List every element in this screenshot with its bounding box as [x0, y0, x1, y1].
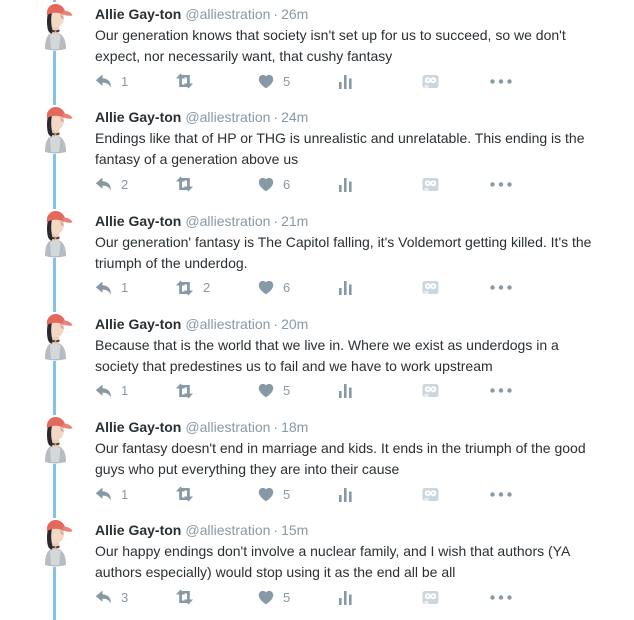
author-name[interactable]: Allie Gay-ton: [95, 522, 182, 539]
retweet-button[interactable]: [175, 383, 258, 399]
owl-extension-icon: [422, 74, 439, 89]
tweet[interactable]: [0, 310, 634, 413]
retweet-button[interactable]: [175, 589, 258, 605]
reply-icon: [95, 74, 112, 88]
author-handle[interactable]: @alliestration: [185, 522, 271, 539]
reply-count: 1: [121, 383, 129, 399]
tweet-header: [95, 213, 624, 230]
reply-count: 1: [121, 486, 129, 502]
profile-illustration-icon: [35, 312, 74, 361]
retweet-icon: [175, 383, 194, 399]
heart-icon: [258, 487, 274, 502]
owl-extension-button[interactable]: [422, 280, 490, 295]
tweet-actions: [95, 588, 624, 606]
avatar[interactable]: [35, 312, 74, 361]
profile-illustration-icon: [35, 518, 74, 567]
three-dots-icon: [490, 79, 512, 84]
tweet-text: [95, 335, 624, 377]
author-name[interactable]: Allie Gay-ton: [95, 6, 182, 22]
tweet-text-line: society that predestines us to fail and we have to work upstream: [95, 357, 493, 374]
tweet-timestamp[interactable]: 26m: [281, 6, 309, 22]
reply-count: 3: [121, 589, 129, 605]
analytics-button[interactable]: [338, 177, 422, 192]
tweet[interactable]: [0, 0, 634, 103]
tweet-header: [95, 419, 624, 436]
retweet-icon: [175, 73, 194, 89]
avatar[interactable]: [35, 415, 74, 464]
author-handle[interactable]: @alliestration: [185, 109, 271, 126]
owl-extension-icon: [422, 280, 439, 295]
like-button[interactable]: [258, 280, 338, 295]
reply-button[interactable]: [95, 177, 175, 192]
like-count: 5: [283, 383, 291, 399]
owl-extension-icon: [422, 383, 439, 398]
owl-extension-button[interactable]: [422, 177, 490, 192]
tweet-actions: [95, 175, 624, 193]
tweet-timestamp[interactable]: 20m: [281, 315, 309, 332]
avatar[interactable]: [35, 2, 74, 51]
three-dots-icon: [490, 492, 512, 497]
heart-icon: [258, 280, 274, 295]
like-button[interactable]: [258, 383, 338, 398]
tweet[interactable]: [0, 516, 634, 620]
header-separator-dot: ·: [273, 315, 279, 332]
tweet-text: [95, 128, 624, 170]
tweet-content: [95, 109, 624, 193]
header-separator-dot: ·: [273, 522, 279, 539]
header-separator-dot: ·: [273, 109, 279, 126]
tweet-text: [95, 541, 624, 583]
profile-illustration-icon: [35, 415, 74, 464]
reply-icon: [95, 177, 112, 191]
tweet-text: [95, 25, 624, 67]
profile-illustration-icon: [35, 2, 74, 51]
owl-extension-button[interactable]: [422, 74, 490, 89]
author-handle[interactable]: @alliestration: [185, 419, 271, 436]
tweet-text-line: Our fantasy doesn't end in marriage and kids. It ends in the triumph of the good: [95, 440, 586, 457]
like-count: 6: [283, 176, 291, 192]
header-separator-dot: ·: [273, 212, 279, 229]
more-options-button[interactable]: [490, 79, 512, 84]
three-dots-icon: [490, 388, 512, 393]
profile-illustration-icon: [35, 209, 74, 258]
reply-button[interactable]: [95, 487, 175, 502]
bar-chart-icon: [338, 590, 353, 605]
author-handle[interactable]: @alliestration: [185, 315, 271, 332]
reply-icon: [95, 384, 112, 398]
tweet-timestamp[interactable]: 15m: [281, 522, 309, 539]
tweet-content: [95, 6, 624, 90]
avatar[interactable]: [35, 105, 74, 154]
retweet-icon: [175, 280, 194, 296]
reply-button[interactable]: [95, 280, 175, 295]
tweet-text-line: Our generation' fantasy is The Capitol falling, it's Voldemort getting killed. It's the: [95, 233, 592, 250]
analytics-button[interactable]: [338, 590, 422, 605]
retweet-button[interactable]: [175, 176, 258, 192]
tweet[interactable]: [0, 103, 634, 206]
like-count: 6: [283, 280, 291, 296]
heart-icon: [258, 590, 274, 605]
bar-chart-icon: [338, 487, 353, 502]
like-count: 5: [283, 73, 291, 89]
reply-count: 1: [121, 280, 129, 296]
profile-illustration-icon: [35, 105, 74, 154]
tweet[interactable]: [0, 413, 634, 516]
tweet-text-line: guys who put everything they are into their cause: [95, 461, 400, 478]
author-name[interactable]: Allie Gay-ton: [95, 419, 182, 436]
owl-extension-icon: [422, 177, 439, 192]
reply-icon: [95, 281, 112, 295]
three-dots-icon: [490, 285, 512, 290]
tweet-actions: [95, 72, 624, 90]
tweet[interactable]: [0, 207, 634, 310]
analytics-button[interactable]: [338, 74, 422, 89]
header-separator-dot: ·: [273, 419, 279, 436]
analytics-button[interactable]: [338, 383, 422, 398]
tweet-text-line: expect, nor necessarily want, that cushy fantasy: [95, 48, 393, 64]
three-dots-icon: [490, 182, 512, 187]
tweet-text: [95, 232, 624, 274]
analytics-button[interactable]: [338, 487, 422, 502]
like-button[interactable]: [258, 74, 338, 89]
tweet-text-line: Our happy endings don't involve a nuclear family, and I wish that authors (YA: [95, 543, 571, 560]
tweet-timestamp[interactable]: 21m: [281, 212, 309, 229]
retweet-icon: [175, 176, 194, 192]
tweet-header: [95, 109, 624, 126]
tweet-timestamp[interactable]: 18m: [281, 419, 309, 436]
reply-button[interactable]: [95, 590, 175, 605]
more-options-button[interactable]: [490, 182, 512, 187]
like-button[interactable]: [258, 177, 338, 192]
retweet-icon: [175, 589, 194, 605]
tweet-text-line: Our generation knows that society isn't set up for us to succeed, so we don't: [95, 27, 566, 43]
more-options-button[interactable]: [490, 285, 512, 290]
like-count: 5: [283, 589, 291, 605]
retweet-count: 2: [203, 280, 211, 296]
bar-chart-icon: [338, 177, 353, 192]
like-button[interactable]: [258, 487, 338, 502]
reply-icon: [95, 487, 112, 501]
tweet-text-line: Because that is the world that we live in. Where we exist as underdogs in a: [95, 336, 559, 353]
retweet-button[interactable]: [175, 486, 258, 502]
owl-extension-icon: [422, 487, 439, 502]
tweet-text-line: fantasy of a generation above us: [95, 151, 299, 168]
owl-extension-button[interactable]: [422, 487, 490, 502]
tweet-actions: [95, 382, 624, 400]
bar-chart-icon: [338, 280, 353, 295]
like-count: 5: [283, 486, 291, 502]
three-dots-icon: [490, 595, 512, 600]
reply-count: 2: [121, 176, 129, 192]
like-button[interactable]: [258, 590, 338, 605]
tweet-text-line: authors especially) would stop using it as the end all be all: [95, 564, 456, 581]
header-separator-dot: ·: [273, 6, 279, 22]
tweet-header: [95, 522, 624, 539]
tweet-text-line: Endings like that of HP or THG is unrealistic and unrelatable. This ending is the: [95, 130, 585, 147]
tweet-text-line: triumph of the underdog.: [95, 254, 248, 271]
more-options-button[interactable]: [490, 492, 512, 497]
more-options-button[interactable]: [490, 388, 512, 393]
tweet-timestamp[interactable]: 24m: [281, 109, 309, 126]
tweet-content: [95, 316, 624, 400]
tweet-actions: [95, 485, 624, 503]
tweet-actions: [95, 279, 624, 297]
owl-extension-button[interactable]: [422, 590, 490, 605]
retweet-icon: [175, 486, 194, 502]
author-name[interactable]: Allie Gay-ton: [95, 212, 182, 229]
heart-icon: [258, 383, 274, 398]
owl-extension-icon: [422, 590, 439, 605]
author-handle[interactable]: @alliestration: [185, 212, 271, 229]
heart-icon: [258, 177, 274, 192]
heart-icon: [258, 74, 274, 89]
retweet-button[interactable]: [175, 73, 258, 89]
author-handle[interactable]: @alliestration: [185, 6, 271, 22]
bar-chart-icon: [338, 74, 353, 89]
reply-button[interactable]: [95, 383, 175, 398]
owl-extension-button[interactable]: [422, 383, 490, 398]
author-name[interactable]: Allie Gay-ton: [95, 315, 182, 332]
more-options-button[interactable]: [490, 595, 512, 600]
tweet-content: [95, 213, 624, 297]
bar-chart-icon: [338, 383, 353, 398]
analytics-button[interactable]: [338, 280, 422, 295]
tweet-header: [95, 316, 624, 333]
avatar[interactable]: [35, 209, 74, 258]
tweet-text: [95, 438, 624, 480]
reply-icon: [95, 590, 112, 604]
reply-count: 1: [121, 73, 129, 89]
tweet-header: [95, 6, 624, 23]
author-name[interactable]: Allie Gay-ton: [95, 109, 182, 126]
avatar[interactable]: [35, 518, 74, 567]
tweet-content: [95, 419, 624, 503]
reply-button[interactable]: [95, 74, 175, 89]
tweet-content: [95, 522, 624, 606]
retweet-button[interactable]: [175, 280, 258, 296]
